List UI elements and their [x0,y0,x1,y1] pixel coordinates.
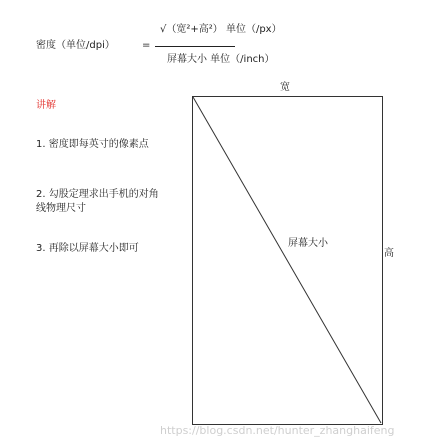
formula-equals: = [142,40,151,51]
watermark: https://blog.csdn.net/hunter_zhanghaifeng [160,424,395,437]
width-label: 宽 [280,82,290,93]
explanation-step-2: 2. 勾股定理求出手机的对角线物理尺寸 [36,189,159,214]
height-label: 高 [384,248,394,259]
diagonal-label: 屏幕大小 [288,238,328,249]
explanation-step-1: 1. 密度即每英寸的像素点 [36,139,149,150]
formula-numerator: √（宽²+高²） 单位（/px） [160,24,282,35]
formula-denominator: 屏幕大小 单位（/inch） [167,54,275,65]
explanation-heading: 讲解 [36,100,56,111]
formula-lhs: 密度（单位/dpi） [36,40,115,51]
explanation-step-3: 3. 再除以屏幕大小即可 [36,243,139,254]
